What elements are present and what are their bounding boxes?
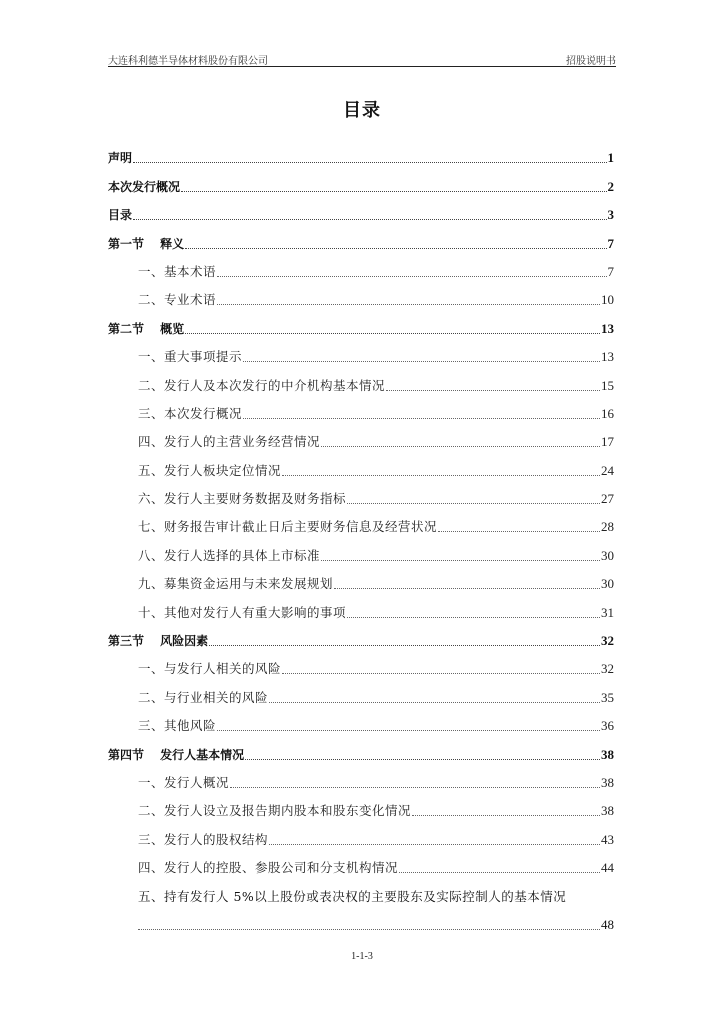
toc-entry-label: 八、发行人选择的具体上市标准	[138, 547, 321, 563]
toc-entry-page: 48	[601, 916, 614, 932]
toc-subentry[interactable]	[108, 507, 614, 535]
toc-entry-page: 13	[601, 349, 614, 365]
toc-leader-dots	[269, 702, 600, 703]
toc-entry-label: 一、重大事项提示	[138, 349, 243, 365]
toc-entry-offering-overview[interactable]	[108, 166, 614, 194]
toc-entry-page: 27	[601, 491, 614, 507]
toc-entry-label: 本次发行概况	[108, 179, 181, 194]
toc-entry-label: 第四节 发行人基本情况	[108, 747, 245, 762]
toc-entry-label: 九、募集资金运用与未来发展规划	[138, 576, 334, 592]
table-of-contents	[108, 138, 614, 933]
toc-leader-dots	[133, 219, 606, 220]
toc-subentry[interactable]	[108, 535, 614, 563]
toc-leader-dots	[282, 673, 600, 674]
toc-entry-label: 第三节 风险因素	[108, 634, 209, 649]
toc-entry-label: 十、其他对发行人有重大影响的事项	[138, 604, 347, 620]
toc-subentry-wrapped-continuation[interactable]	[108, 905, 614, 933]
toc-entry-label: 二、与行业相关的风险	[138, 689, 269, 705]
toc-leader-dots	[347, 617, 600, 618]
toc-entry-page: 44	[601, 860, 614, 876]
toc-entry-contents[interactable]	[108, 195, 614, 223]
toc-entry-section-1[interactable]	[108, 223, 614, 251]
toc-subentry[interactable]	[108, 252, 614, 280]
toc-subentry[interactable]	[108, 479, 614, 507]
toc-leader-dots	[185, 333, 600, 334]
toc-entry-label: 三、其他风险	[138, 718, 217, 734]
toc-leader-dots	[386, 390, 600, 391]
toc-entry-page: 31	[601, 604, 614, 620]
toc-subentry[interactable]	[108, 422, 614, 450]
toc-entry-page: 38	[601, 774, 614, 790]
toc-entry-label: 一、与发行人相关的风险	[138, 661, 282, 677]
toc-entry-label: 第二节 概览	[108, 321, 185, 336]
toc-entry-page: 30	[601, 576, 614, 592]
toc-entry-page: 15	[601, 377, 614, 393]
toc-entry-page: 38	[601, 803, 614, 819]
toc-subentry[interactable]	[108, 564, 614, 592]
toc-subentry[interactable]	[108, 450, 614, 478]
toc-entry-page: 38	[601, 746, 614, 762]
toc-subentry[interactable]	[108, 677, 614, 705]
toc-entry-statement[interactable]	[108, 138, 614, 166]
toc-leader-dots	[347, 503, 600, 504]
toc-entry-page: 7	[607, 235, 614, 251]
toc-entry-page: 2	[607, 178, 614, 194]
toc-entry-page: 1	[607, 150, 614, 166]
toc-subentry[interactable]	[108, 280, 614, 308]
page-header	[108, 50, 616, 66]
toc-subentry[interactable]	[108, 649, 614, 677]
page-number: 1-1-3	[351, 951, 373, 962]
toc-entry-label: 二、专业术语	[138, 292, 217, 308]
toc-leader-dots	[438, 531, 600, 532]
toc-subentry[interactable]	[108, 763, 614, 791]
toc-leader-dots	[230, 787, 600, 788]
toc-entry-page: 43	[601, 831, 614, 847]
toc-subentry[interactable]	[108, 848, 614, 876]
toc-subentry[interactable]	[108, 706, 614, 734]
header-document-type: 招股说明书	[566, 56, 616, 67]
toc-entry-page: 17	[601, 434, 614, 450]
toc-leader-dots	[185, 248, 606, 249]
toc-leader-dots	[138, 929, 600, 930]
toc-entry-page: 3	[607, 207, 614, 223]
toc-entry-page: 28	[601, 519, 614, 535]
toc-entry-page: 10	[601, 292, 614, 308]
toc-leader-dots	[321, 560, 600, 561]
toc-entry-label: 二、发行人及本次发行的中介机构基本情况	[138, 377, 386, 393]
toc-subentry[interactable]	[108, 791, 614, 819]
toc-entry-label: 五、持有发行人 5%以上股份或表决权的主要股东及实际控制人的基本情况	[138, 888, 567, 904]
toc-entry-label: 声明	[108, 151, 133, 166]
toc-leader-dots	[334, 588, 600, 589]
header-company-name: 大连科利德半导体材料股份有限公司	[108, 56, 268, 67]
toc-entry-page: 24	[601, 462, 614, 478]
toc-subentry[interactable]	[108, 819, 614, 847]
toc-entry-section-4[interactable]	[108, 734, 614, 762]
toc-entry-label: 七、财务报告审计截止日后主要财务信息及经营状况	[138, 519, 438, 535]
toc-leader-dots	[243, 418, 600, 419]
toc-entry-page: 13	[601, 320, 614, 336]
toc-leader-dots	[181, 191, 606, 192]
toc-leader-dots	[133, 162, 606, 163]
toc-entry-label: 四、发行人的主营业务经营情况	[138, 434, 321, 450]
toc-entry-section-2[interactable]	[108, 308, 614, 336]
header-divider	[108, 66, 616, 67]
toc-entry-page: 36	[601, 718, 614, 734]
toc-entry-label: 一、基本术语	[138, 263, 217, 279]
toc-entry-label: 三、本次发行概况	[138, 405, 243, 421]
toc-entry-label: 三、发行人的股权结构	[138, 831, 269, 847]
toc-entry-label: 第一节 释义	[108, 236, 185, 251]
toc-entry-label: 五、发行人板块定位情况	[138, 462, 282, 478]
toc-entry-section-3[interactable]	[108, 621, 614, 649]
toc-entry-label: 目录	[108, 208, 133, 223]
toc-subentry-wrapped[interactable]	[108, 876, 614, 904]
toc-entry-page: 35	[601, 689, 614, 705]
toc-leader-dots	[282, 475, 600, 476]
toc-subentry[interactable]	[108, 337, 614, 365]
toc-leader-dots	[217, 304, 600, 305]
toc-entry-page: 7	[607, 263, 614, 279]
toc-leader-dots	[321, 446, 600, 447]
toc-leader-dots	[245, 759, 600, 760]
toc-subentry[interactable]	[108, 592, 614, 620]
toc-entry-label: 六、发行人主要财务数据及财务指标	[138, 491, 347, 507]
toc-entry-page: 32	[601, 661, 614, 677]
page-title: 目录	[343, 100, 381, 121]
toc-leader-dots	[243, 361, 600, 362]
toc-leader-dots	[412, 815, 600, 816]
toc-leader-dots	[217, 276, 606, 277]
toc-entry-label: 二、发行人设立及报告期内股本和股东变化情况	[138, 803, 412, 819]
toc-entry-page: 30	[601, 547, 614, 563]
toc-leader-dots	[209, 645, 600, 646]
toc-entry-page: 32	[601, 633, 614, 649]
toc-subentry[interactable]	[108, 365, 614, 393]
toc-leader-dots	[269, 844, 600, 845]
toc-leader-dots	[399, 872, 600, 873]
toc-entry-label: 四、发行人的控股、参股公司和分支机构情况	[138, 860, 399, 876]
toc-subentry[interactable]	[108, 394, 614, 422]
toc-leader-dots	[217, 730, 600, 731]
toc-entry-page: 16	[601, 405, 614, 421]
toc-entry-label: 一、发行人概况	[138, 774, 230, 790]
